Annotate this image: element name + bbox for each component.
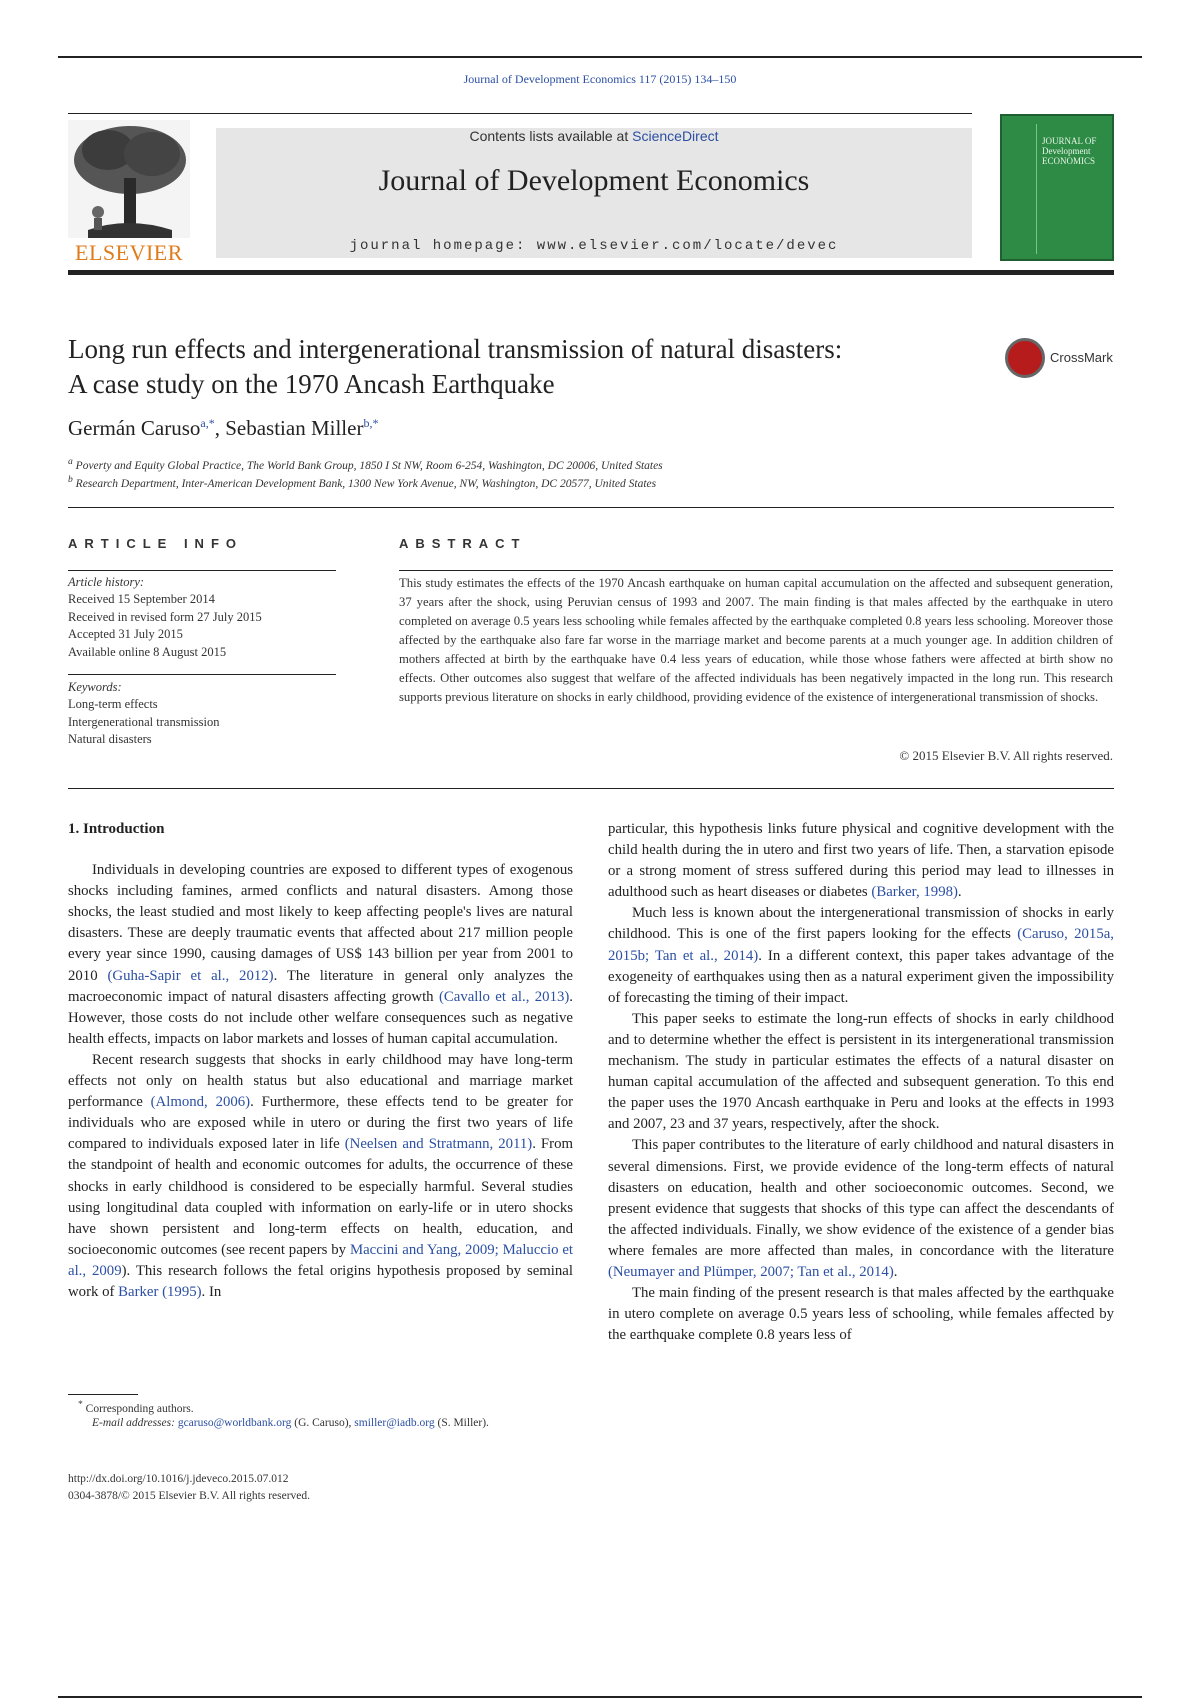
intro-paragraph-1: Individuals in developing countries are exposed to different types of exogenous shocks including famines, armed conflicts and natural disasters. Among those shocks, the least studied and most likely to keep affecting people's lives are natural disasters. These are deeply traumatic events that affected about 217 million people every year since 1990, causing damages of US$ 143 billion per year from 2001 to 2010 (Guha-Sapir et al., 2012). The literature in general only analyzes the macroeconomic impact of natural disasters affecting growth (Cavallo et al., 2013). However, those costs do not include other welfare consequences such as negative health effects, impacts on labor markets and losses of human capital accumulation.: [68, 862, 573, 1047]
citation-link[interactable]: (Caruso, 2015a, 2015b; Tan et al., 2014): [608, 926, 1115, 964]
crossmark-icon: [1005, 338, 1045, 378]
affiliation-b-mark: b: [68, 474, 73, 485]
history-online: Available online 8 August 2015: [68, 644, 227, 659]
article-info-heading: ARTICLE INFO: [68, 536, 243, 551]
body-right-column: [608, 819, 1114, 1346]
affiliation-a-text: Poverty and Equity Global Practice, The World Bank Group, 1850 I St NW, Room 6-254, Washington, DC 20006, United States: [75, 459, 663, 472]
history-accepted: Accepted 31 July 2015: [68, 627, 183, 642]
intro-paragraph-3: particular, this hypothesis links future physical and cognitive development with the child health during the in utero and first two years of life. Then, a starvation episode or a strong moment of stress suffered during this period may lead to illnesses in adulthood such as heart diseases or diabetes (Barker, 1998).: [608, 821, 1114, 901]
footnote-mark: *: [78, 1399, 83, 1410]
sciencedirect-link[interactable]: ScienceDirect: [632, 128, 719, 144]
email-link-miller[interactable]: smiller@iadb.org: [354, 1417, 435, 1429]
author-miller: Sebastian Miller: [225, 416, 364, 440]
doi-link[interactable]: http://dx.doi.org/10.1016/j.jdeveco.2015.07.012: [68, 1473, 289, 1485]
citation-link[interactable]: (Barker, 1998): [871, 884, 958, 901]
bottom-rule: [58, 1696, 1142, 1698]
abstract-rule: [399, 570, 1113, 571]
header-top-rule: [68, 113, 972, 114]
footnote-rule: [68, 1394, 138, 1395]
keywords: [68, 679, 348, 749]
citation-link[interactable]: (Guha-Sapir et al., 2012): [107, 967, 274, 984]
footnote-corresponding-text: Corresponding authors.: [85, 1402, 194, 1415]
article-title: [68, 332, 968, 402]
crossmark-label: CrossMark: [1050, 350, 1113, 365]
publisher-name: ELSEVIER: [75, 240, 183, 265]
keyword-item: Long-term effects: [68, 697, 158, 712]
abstract-bottom-rule: [68, 788, 1114, 789]
author-caruso-affiliation-mark[interactable]: a,*: [200, 416, 215, 430]
keyword-item: Intergenerational transmission: [68, 714, 220, 729]
affiliation-a: [68, 456, 663, 472]
cover-strip: [1008, 124, 1037, 254]
intro-paragraph-2: Recent research suggests that shocks in early childhood may have long-term effects not only on health status but also educational and marriage market performance (Almond, 2006). Furthermore, these effects tend to be greater for individuals who are exposed while in utero or during the first two years of life compared to individuals exposed later in life (Neelsen and Stratmann, 2011). From the standpoint of health and economic outcomes for adults, the occurrence of these shocks in early childhood is considered to be especially harmful. Several studies using longitudinal data coupled with information on early-life or in utero shocks have shown persistent and long-term effects on health, education, and socioeconomic outcomes (see recent papers by Maccini and Yang, 2009; Maluccio et al., 2009). This research follows the fetal origins hypothesis proposed by seminal work of Barker (1995). In: [68, 1051, 573, 1300]
abstract-heading: ABSTRACT: [399, 536, 527, 551]
email-owner-miller: (S. Miller).: [437, 1417, 489, 1429]
section-heading-introduction: 1. Introduction: [68, 821, 165, 837]
history-revised: Received in revised form 27 July 2015: [68, 609, 262, 624]
email-label: E-mail addresses:: [92, 1417, 175, 1429]
article-info-rule: [68, 570, 336, 571]
keywords-rule: [68, 674, 336, 675]
journal-cover-thumbnail: [1000, 114, 1114, 261]
history-received: Received 15 September 2014: [68, 592, 215, 607]
journal-homepage[interactable]: journal homepage: www.elsevier.com/locate/devec: [349, 238, 839, 254]
contents-prefix: Contents lists available at: [469, 128, 629, 144]
keywords-label: Keywords:: [68, 680, 122, 694]
citation-link[interactable]: (Cavallo et al., 2013): [438, 988, 570, 1005]
keyword-item: Natural disasters: [68, 732, 152, 747]
crossmark-button[interactable]: [1005, 338, 1125, 382]
footnote-emails: [92, 1414, 489, 1432]
contents-line: [216, 128, 972, 144]
journal-reference[interactable]: Journal of Development Economics 117 (2015) 134–150: [463, 72, 737, 86]
issn-copyright: 0304-3878/© 2015 Elsevier B.V. All rights reserved.: [68, 1490, 311, 1502]
author-miller-affiliation-mark[interactable]: b,*: [363, 416, 379, 430]
author-caruso: Germán Caruso: [68, 416, 201, 440]
author-separator: ,: [214, 416, 226, 440]
abstract-copyright: © 2015 Elsevier B.V. All rights reserved.: [899, 748, 1113, 763]
author-list: [68, 416, 378, 441]
header-bottom-rule: [68, 270, 1114, 275]
body-left-column: [68, 819, 573, 1303]
journal-title: Journal of Development Economics: [378, 164, 810, 197]
history-label: Article history:: [68, 575, 145, 589]
article-history: [68, 574, 348, 661]
affiliation-b: [68, 474, 656, 490]
cover-title: JOURNAL OF Development ECONOMICS: [1042, 136, 1097, 166]
email-link-caruso[interactable]: gcaruso@worldbank.org: [177, 1417, 292, 1429]
top-rule: [58, 56, 1142, 58]
intro-paragraph-6: This paper contributes to the literature of early childhood and natural disasters in several dimensions. First, we provide evidence of the long-term effects of natural disasters on education, health and other socioeconomic outcomes. Second, we present evidence that suggests that shocks of this type can affect the descendants of the affected individuals. Finally, we show evidence of the existence of a gender bias where females are more affected than males, in concordance with the literature (Neumayer and Plümper, 2007; Tan et al., 2014).: [608, 1137, 1114, 1280]
intro-paragraph-5: This paper seeks to estimate the long-run effects of shocks in early childhood and to determine whether the effect is persistent in its intergenerational transmission mechanism. The study in particular estimates the effects of a natural disaster on human capital accumulation of the affected and subsequent generation. To this end the paper uses the 1970 Ancash earthquake in Peru and looks at the effects in 1993 and 2007, 23 and 37 years, respectively, after the shock.: [608, 1010, 1114, 1133]
article-title-line-1: Long run effects and intergenerational transmission of natural disasters:: [68, 334, 843, 364]
citation-link[interactable]: Barker (1995): [118, 1283, 202, 1300]
abstract-text: This study estimates the effects of the 1970 Ancash earthquake on human capital accumulation on the affected and subsequent generation, 37 years after the shock, using Peruvian census of 1993 and 2007. The main finding is that males affected by the earthquake in utero completed on average 0.5 years less schooling while females affected by the earthquake completed 0.8 years less schooling. Moreover those affected by the earthquake also fare far worse in the marriage market and become parents at a much younger age. In addition children of mothers affected at birth by the earthquake have 0.4 less years of education, while those whose fathers were affected at birth show no effects. Other outcomes also suggest that welfare of the affected individuals has been negatively impacted in the long run. This research supports previous literature on shocks in early childhood, providing evidence of the existence of intergenerational transmission of shocks.: [399, 576, 1113, 704]
intro-paragraph-7: The main finding of the present research is that males affected by the earthquake in utero complete on average 0.5 years less of schooling, while females affected by the earthquake complete 0.8 years less of: [608, 1285, 1114, 1344]
affiliation-b-text: Research Department, Inter-American Development Bank, 1300 New York Avenue, NW, Washington, DC 20577, United States: [75, 477, 657, 490]
intro-paragraph-4: Much less is known about the intergenerational transmission of shocks in early childhood. This is one of the first papers looking for the effects (Caruso, 2015a, 2015b; Tan et al., 2014). In a different context, this paper takes advantage of the exogeneity of earthquakes using then as a natural experiment given the impossibility of forecasting the timing of their impact.: [608, 905, 1115, 1006]
citation-link[interactable]: (Neumayer and Plümper, 2007; Tan et al., 2014): [608, 1263, 894, 1280]
title-bottom-rule: [68, 507, 1114, 508]
citation-link[interactable]: Maccini and Yang, 2009; Maluccio et al., 2009: [68, 1241, 573, 1279]
article-title-line-2: A case study on the 1970 Ancash Earthquake: [68, 369, 555, 399]
citation-link[interactable]: (Almond, 2006): [150, 1094, 251, 1111]
citation-link[interactable]: (Neelsen and Stratmann, 2011): [344, 1136, 533, 1153]
affiliation-a-mark: a: [68, 456, 73, 467]
email-owner-caruso: (G. Caruso),: [294, 1417, 352, 1429]
